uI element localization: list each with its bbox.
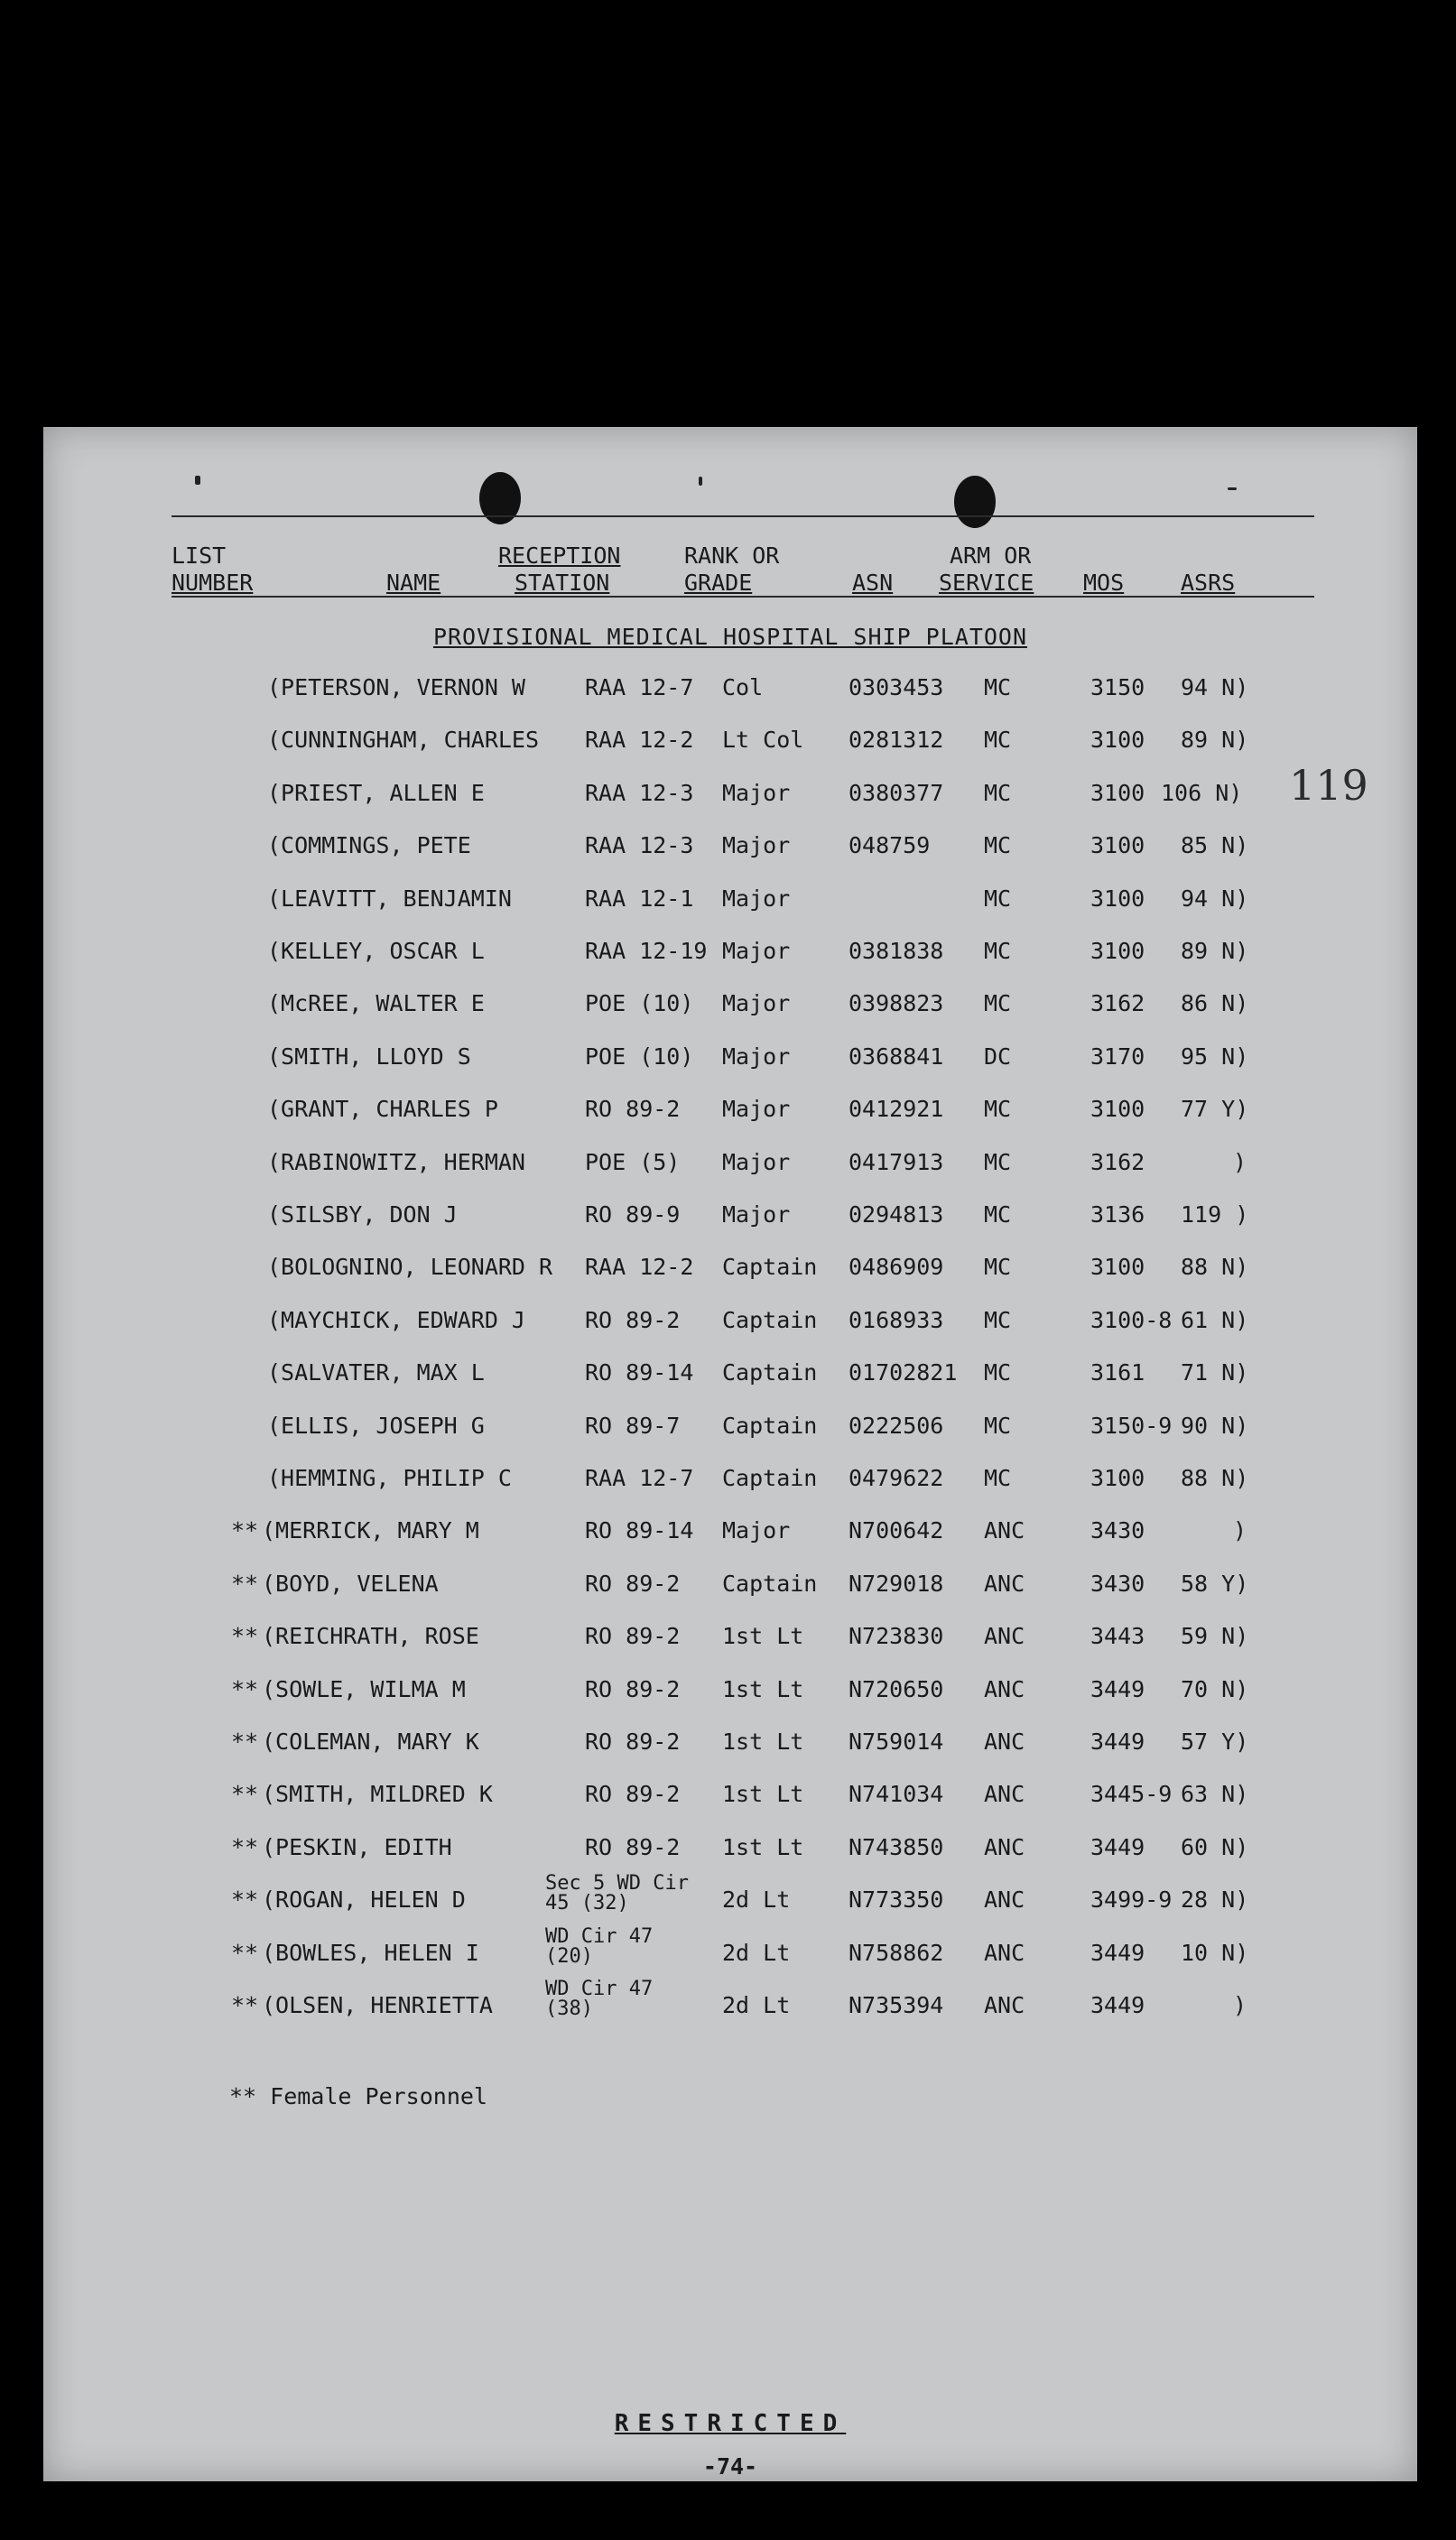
- row-station: RO 89-14: [585, 1517, 694, 1544]
- row-rank: Major: [722, 1201, 791, 1228]
- row-station: RAA 12-2: [585, 727, 694, 754]
- table-row: [43, 1978, 1417, 2028]
- row-mos: 3136: [1090, 1201, 1145, 1228]
- row-name: (RABINOWITZ, HERMAN: [267, 1148, 525, 1175]
- row-rank: Captain: [722, 1412, 818, 1439]
- row-arm: MC: [984, 1254, 1012, 1281]
- row-mos: 3100: [1090, 1096, 1145, 1123]
- row-mos: 3100: [1090, 727, 1145, 754]
- table-row: [43, 1149, 1417, 1185]
- row-asn: 048759: [849, 832, 931, 859]
- table-row: [43, 1517, 1417, 1553]
- row-station: RO 89-2: [585, 1675, 681, 1702]
- table-row: [43, 1781, 1417, 1817]
- row-prefix: **: [231, 1833, 259, 1860]
- header-rank-or-grade: RANK OR GRADE: [684, 542, 780, 596]
- table-row: [43, 1834, 1417, 1870]
- row-rank: Captain: [722, 1254, 818, 1281]
- punch-hole: [954, 476, 996, 528]
- row-name: (SOWLE, WILMA M: [262, 1675, 466, 1702]
- table-row: [43, 1872, 1417, 1923]
- row-mos: 3150-9: [1090, 1412, 1173, 1439]
- row-name: (CUNNINGHAM, CHARLES: [267, 727, 540, 754]
- row-rank: 1st Lt: [722, 1729, 804, 1755]
- row-rank: 2d Lt: [722, 1939, 791, 1966]
- row-station: Sec 5 WD Cir 45 (32): [545, 1872, 689, 1915]
- table-row: [43, 1254, 1417, 1290]
- row-station: RAA 12-1: [585, 885, 694, 912]
- row-rank: Major: [722, 990, 791, 1017]
- row-asn: N743850: [849, 1833, 944, 1860]
- row-mos: 3100: [1090, 1465, 1145, 1491]
- row-mos: 3449: [1090, 1833, 1145, 1860]
- row-arm: ANC: [984, 1833, 1025, 1860]
- speck: [699, 477, 702, 486]
- row-asn: N723830: [849, 1623, 944, 1650]
- header-mos: MOS: [1083, 570, 1125, 596]
- row-rank: 1st Lt: [722, 1781, 804, 1808]
- row-asrs: 94 N): [1181, 674, 1249, 700]
- section-title: PROVISIONAL MEDICAL HOSPITAL SHIP PLATOON: [432, 624, 1028, 650]
- row-mos: 3100: [1090, 832, 1145, 859]
- row-name: (PESKIN, EDITH: [262, 1833, 452, 1860]
- table-row: [43, 885, 1417, 922]
- row-rank: Captain: [722, 1359, 818, 1386]
- row-mos: 3100: [1090, 779, 1145, 806]
- row-name: (SMITH, MILDRED K: [262, 1781, 493, 1808]
- row-station: RO 89-14: [585, 1359, 694, 1386]
- row-mos: 3430: [1090, 1570, 1145, 1597]
- top-rule: [172, 515, 1314, 517]
- row-name: (OLSEN, HENRIETTA: [262, 1992, 493, 2018]
- row-asn: 0486909: [849, 1254, 944, 1281]
- row-name: (GRANT, CHARLES P: [267, 1096, 498, 1123]
- row-station: WD Cir 47 (20): [545, 1924, 654, 1968]
- table-row: [43, 1571, 1417, 1607]
- row-station: RAA 12-19: [585, 938, 708, 964]
- row-prefix: **: [231, 1729, 259, 1755]
- row-mos: 3100: [1090, 938, 1145, 964]
- row-arm: MC: [984, 1306, 1012, 1333]
- row-mos: 3161: [1090, 1359, 1145, 1386]
- row-arm: ANC: [984, 1992, 1025, 2018]
- row-asrs: 57 Y): [1181, 1729, 1249, 1755]
- row-asrs: 61 N): [1181, 1306, 1249, 1333]
- row-asrs: 90 N): [1181, 1412, 1249, 1439]
- row-rank: Captain: [722, 1570, 818, 1597]
- row-mos: 3445-9: [1090, 1781, 1173, 1808]
- row-name: (BOLOGNINO, LEONARD R: [267, 1254, 553, 1281]
- row-arm: DC: [984, 1043, 1012, 1070]
- table-row: [43, 832, 1417, 868]
- row-arm: MC: [984, 1359, 1012, 1386]
- row-asrs: ): [1233, 1517, 1247, 1544]
- row-mos: 3150: [1090, 674, 1145, 700]
- row-asn: 0479622: [849, 1465, 944, 1491]
- row-arm: MC: [984, 832, 1012, 859]
- row-prefix: **: [231, 1623, 259, 1650]
- table-row: [43, 1623, 1417, 1659]
- row-asn: 0294813: [849, 1201, 944, 1228]
- row-name: (SILSBY, DON J: [267, 1201, 458, 1228]
- footnote: ** Female Personnel: [229, 2083, 487, 2109]
- table-row: [43, 1465, 1417, 1501]
- row-asrs: 10 N): [1181, 1939, 1249, 1966]
- page-number: -74-: [702, 2453, 758, 2480]
- row-rank: 1st Lt: [722, 1833, 804, 1860]
- header-rule: [172, 596, 1314, 598]
- row-mos: 3449: [1090, 1729, 1145, 1755]
- row-arm: MC: [984, 1465, 1012, 1491]
- row-asn: 0222506: [849, 1412, 944, 1439]
- row-rank: Major: [722, 1096, 791, 1123]
- row-station: RAA 12-3: [585, 832, 694, 859]
- row-prefix: **: [231, 1992, 259, 2018]
- row-name: (BOYD, VELENA: [262, 1570, 439, 1597]
- header-list-number: LIST NUMBER: [172, 542, 254, 596]
- row-mos: 3449: [1090, 1675, 1145, 1702]
- row-arm: MC: [984, 1201, 1012, 1228]
- row-asrs: ): [1233, 1992, 1247, 2018]
- row-rank: Major: [722, 885, 791, 912]
- table-row: [43, 1359, 1417, 1395]
- row-station: POE (5): [585, 1148, 681, 1175]
- row-prefix: **: [231, 1517, 259, 1544]
- header-name: NAME: [386, 570, 441, 596]
- row-name: (SALVATER, MAX L: [267, 1359, 485, 1386]
- row-station: RAA 12-3: [585, 779, 694, 806]
- table-row: [43, 1201, 1417, 1238]
- row-asrs: 106 N): [1161, 779, 1243, 806]
- row-name: (KELLEY, OSCAR L: [267, 938, 485, 964]
- document-page: [43, 427, 1417, 2481]
- row-asrs: 119 ): [1181, 1201, 1249, 1228]
- row-prefix: **: [231, 1939, 259, 1966]
- row-station: RO 89-2: [585, 1306, 681, 1333]
- row-asrs: 63 N): [1181, 1781, 1249, 1808]
- table-row: [43, 1413, 1417, 1449]
- row-station: RAA 12-7: [585, 674, 694, 700]
- row-asn: N759014: [849, 1729, 944, 1755]
- table-row: [43, 1676, 1417, 1712]
- row-asn: N773350: [849, 1886, 944, 1914]
- row-asn: N700642: [849, 1517, 944, 1544]
- row-mos: 3162: [1090, 990, 1145, 1017]
- row-arm: ANC: [984, 1517, 1025, 1544]
- row-rank: 1st Lt: [722, 1675, 804, 1702]
- row-asrs: ): [1233, 1148, 1247, 1175]
- row-rank: 1st Lt: [722, 1623, 804, 1650]
- row-asn: 0412921: [849, 1096, 944, 1123]
- row-station: POE (10): [585, 1043, 694, 1070]
- row-mos: 3430: [1090, 1517, 1145, 1544]
- row-prefix: **: [231, 1781, 259, 1808]
- row-asn: 0368841: [849, 1043, 944, 1070]
- row-rank: 2d Lt: [722, 1992, 791, 2018]
- row-name: (PETERSON, VERNON W: [267, 674, 525, 700]
- row-asn: 0381838: [849, 938, 944, 964]
- row-station: RO 89-9: [585, 1201, 681, 1228]
- row-asn: N735394: [849, 1992, 944, 2018]
- table-row: [43, 727, 1417, 763]
- row-asrs: 88 N): [1181, 1254, 1249, 1281]
- row-station: POE (10): [585, 990, 694, 1017]
- margin-number: 119: [1289, 761, 1368, 810]
- row-rank: 2d Lt: [722, 1886, 791, 1914]
- row-name: (MAYCHICK, EDWARD J: [267, 1306, 525, 1333]
- row-asn: N758862: [849, 1939, 944, 1966]
- table-row: [43, 990, 1417, 1026]
- row-arm: MC: [984, 1412, 1012, 1439]
- row-asrs: 70 N): [1181, 1675, 1249, 1702]
- row-arm: MC: [984, 885, 1012, 912]
- table-row: [43, 674, 1417, 710]
- row-asn: 0380377: [849, 779, 944, 806]
- row-mos: 3443: [1090, 1623, 1145, 1650]
- header-asrs: ASRS: [1181, 570, 1236, 596]
- row-asn: N729018: [849, 1570, 944, 1597]
- header-reception-station: RECEPTION STATION: [498, 542, 621, 596]
- row-asrs: 60 N): [1181, 1833, 1249, 1860]
- row-asn: 0281312: [849, 727, 944, 754]
- row-asrs: 89 N): [1181, 727, 1249, 754]
- row-prefix: **: [231, 1886, 259, 1914]
- speck: [1228, 487, 1237, 490]
- row-arm: ANC: [984, 1729, 1025, 1755]
- header-arm-or-service: ARM OR SERVICE: [939, 542, 1034, 596]
- row-rank: Lt Col: [722, 727, 804, 754]
- row-arm: ANC: [984, 1570, 1025, 1597]
- row-asrs: 94 N): [1181, 885, 1249, 912]
- row-name: (SMITH, LLOYD S: [267, 1043, 471, 1070]
- row-mos: 3100-8: [1090, 1306, 1173, 1333]
- header-asn: ASN: [852, 570, 894, 596]
- table-row: [43, 1307, 1417, 1343]
- row-mos: 3162: [1090, 1148, 1145, 1175]
- row-asn: N741034: [849, 1781, 944, 1808]
- row-station: RO 89-2: [585, 1623, 681, 1650]
- row-rank: Col: [722, 674, 764, 700]
- row-mos: 3449: [1090, 1992, 1145, 2018]
- row-mos: 3100: [1090, 1254, 1145, 1281]
- row-rank: Captain: [722, 1465, 818, 1491]
- row-station: RO 89-2: [585, 1570, 681, 1597]
- row-mos: 3449: [1090, 1939, 1145, 1966]
- row-arm: ANC: [984, 1886, 1025, 1914]
- row-station: RO 89-2: [585, 1096, 681, 1123]
- row-arm: ANC: [984, 1939, 1025, 1966]
- row-rank: Major: [722, 1043, 791, 1070]
- row-name: (COLEMAN, MARY K: [262, 1729, 479, 1755]
- row-asrs: 95 N): [1181, 1043, 1249, 1070]
- row-arm: ANC: [984, 1781, 1025, 1808]
- row-asn: 0398823: [849, 990, 944, 1017]
- row-rank: Major: [722, 832, 791, 859]
- row-asn: N720650: [849, 1675, 944, 1702]
- row-name: (LEAVITT, BENJAMIN: [267, 885, 512, 912]
- row-arm: MC: [984, 1096, 1012, 1123]
- row-mos: 3170: [1090, 1043, 1145, 1070]
- row-station: RO 89-2: [585, 1833, 681, 1860]
- row-asn: 0168933: [849, 1306, 944, 1333]
- row-name: (PRIEST, ALLEN E: [267, 779, 485, 806]
- row-asrs: 59 N): [1181, 1623, 1249, 1650]
- row-arm: MC: [984, 938, 1012, 964]
- row-asrs: 85 N): [1181, 832, 1249, 859]
- row-station: RAA 12-2: [585, 1254, 694, 1281]
- row-asn: 01702821: [849, 1359, 958, 1386]
- table-row: [43, 1729, 1417, 1765]
- row-arm: MC: [984, 674, 1012, 700]
- row-arm: MC: [984, 1148, 1012, 1175]
- row-name: (REICHRATH, ROSE: [262, 1623, 479, 1650]
- row-arm: MC: [984, 779, 1012, 806]
- row-asn: 0417913: [849, 1148, 944, 1175]
- table-row: [43, 1924, 1417, 1976]
- row-asrs: 88 N): [1181, 1465, 1249, 1491]
- row-rank: Captain: [722, 1306, 818, 1333]
- row-rank: Major: [722, 779, 791, 806]
- restricted-marking: RESTRICTED: [614, 2410, 847, 2437]
- row-asn: 0303453: [849, 674, 944, 700]
- row-name: (McREE, WALTER E: [267, 990, 485, 1017]
- row-station: RO 89-2: [585, 1781, 681, 1808]
- row-name: (COMMINGS, PETE: [267, 832, 471, 859]
- table-row: [43, 1096, 1417, 1132]
- row-asrs: 28 N): [1181, 1886, 1249, 1914]
- row-mos: 3100: [1090, 885, 1145, 912]
- table-row: [43, 1043, 1417, 1080]
- row-name: (ELLIS, JOSEPH G: [267, 1412, 485, 1439]
- row-rank: Major: [722, 1148, 791, 1175]
- row-station: RO 89-2: [585, 1729, 681, 1755]
- row-name: (BOWLES, HELEN I: [262, 1939, 479, 1966]
- row-rank: Major: [722, 938, 791, 964]
- row-station: RAA 12-7: [585, 1465, 694, 1491]
- row-prefix: **: [231, 1675, 259, 1702]
- row-arm: ANC: [984, 1623, 1025, 1650]
- row-name: (ROGAN, HELEN D: [262, 1886, 466, 1914]
- table-row: [43, 938, 1417, 974]
- row-asrs: 86 N): [1181, 990, 1249, 1017]
- speck: [195, 476, 200, 485]
- row-mos: 3499-9: [1090, 1886, 1173, 1914]
- row-asrs: 89 N): [1181, 938, 1249, 964]
- table-row: [43, 780, 1417, 816]
- row-station: RO 89-7: [585, 1412, 681, 1439]
- row-arm: MC: [984, 727, 1012, 754]
- row-arm: MC: [984, 990, 1012, 1017]
- row-asrs: 77 Y): [1181, 1096, 1249, 1123]
- row-asrs: 58 Y): [1181, 1570, 1249, 1597]
- row-prefix: **: [231, 1570, 259, 1597]
- row-arm: ANC: [984, 1675, 1025, 1702]
- row-asrs: 71 N): [1181, 1359, 1249, 1386]
- row-name: (HEMMING, PHILIP C: [267, 1465, 512, 1491]
- row-station: WD Cir 47 (38): [545, 1978, 654, 2020]
- row-rank: Major: [722, 1517, 791, 1544]
- row-name: (MERRICK, MARY M: [262, 1517, 479, 1544]
